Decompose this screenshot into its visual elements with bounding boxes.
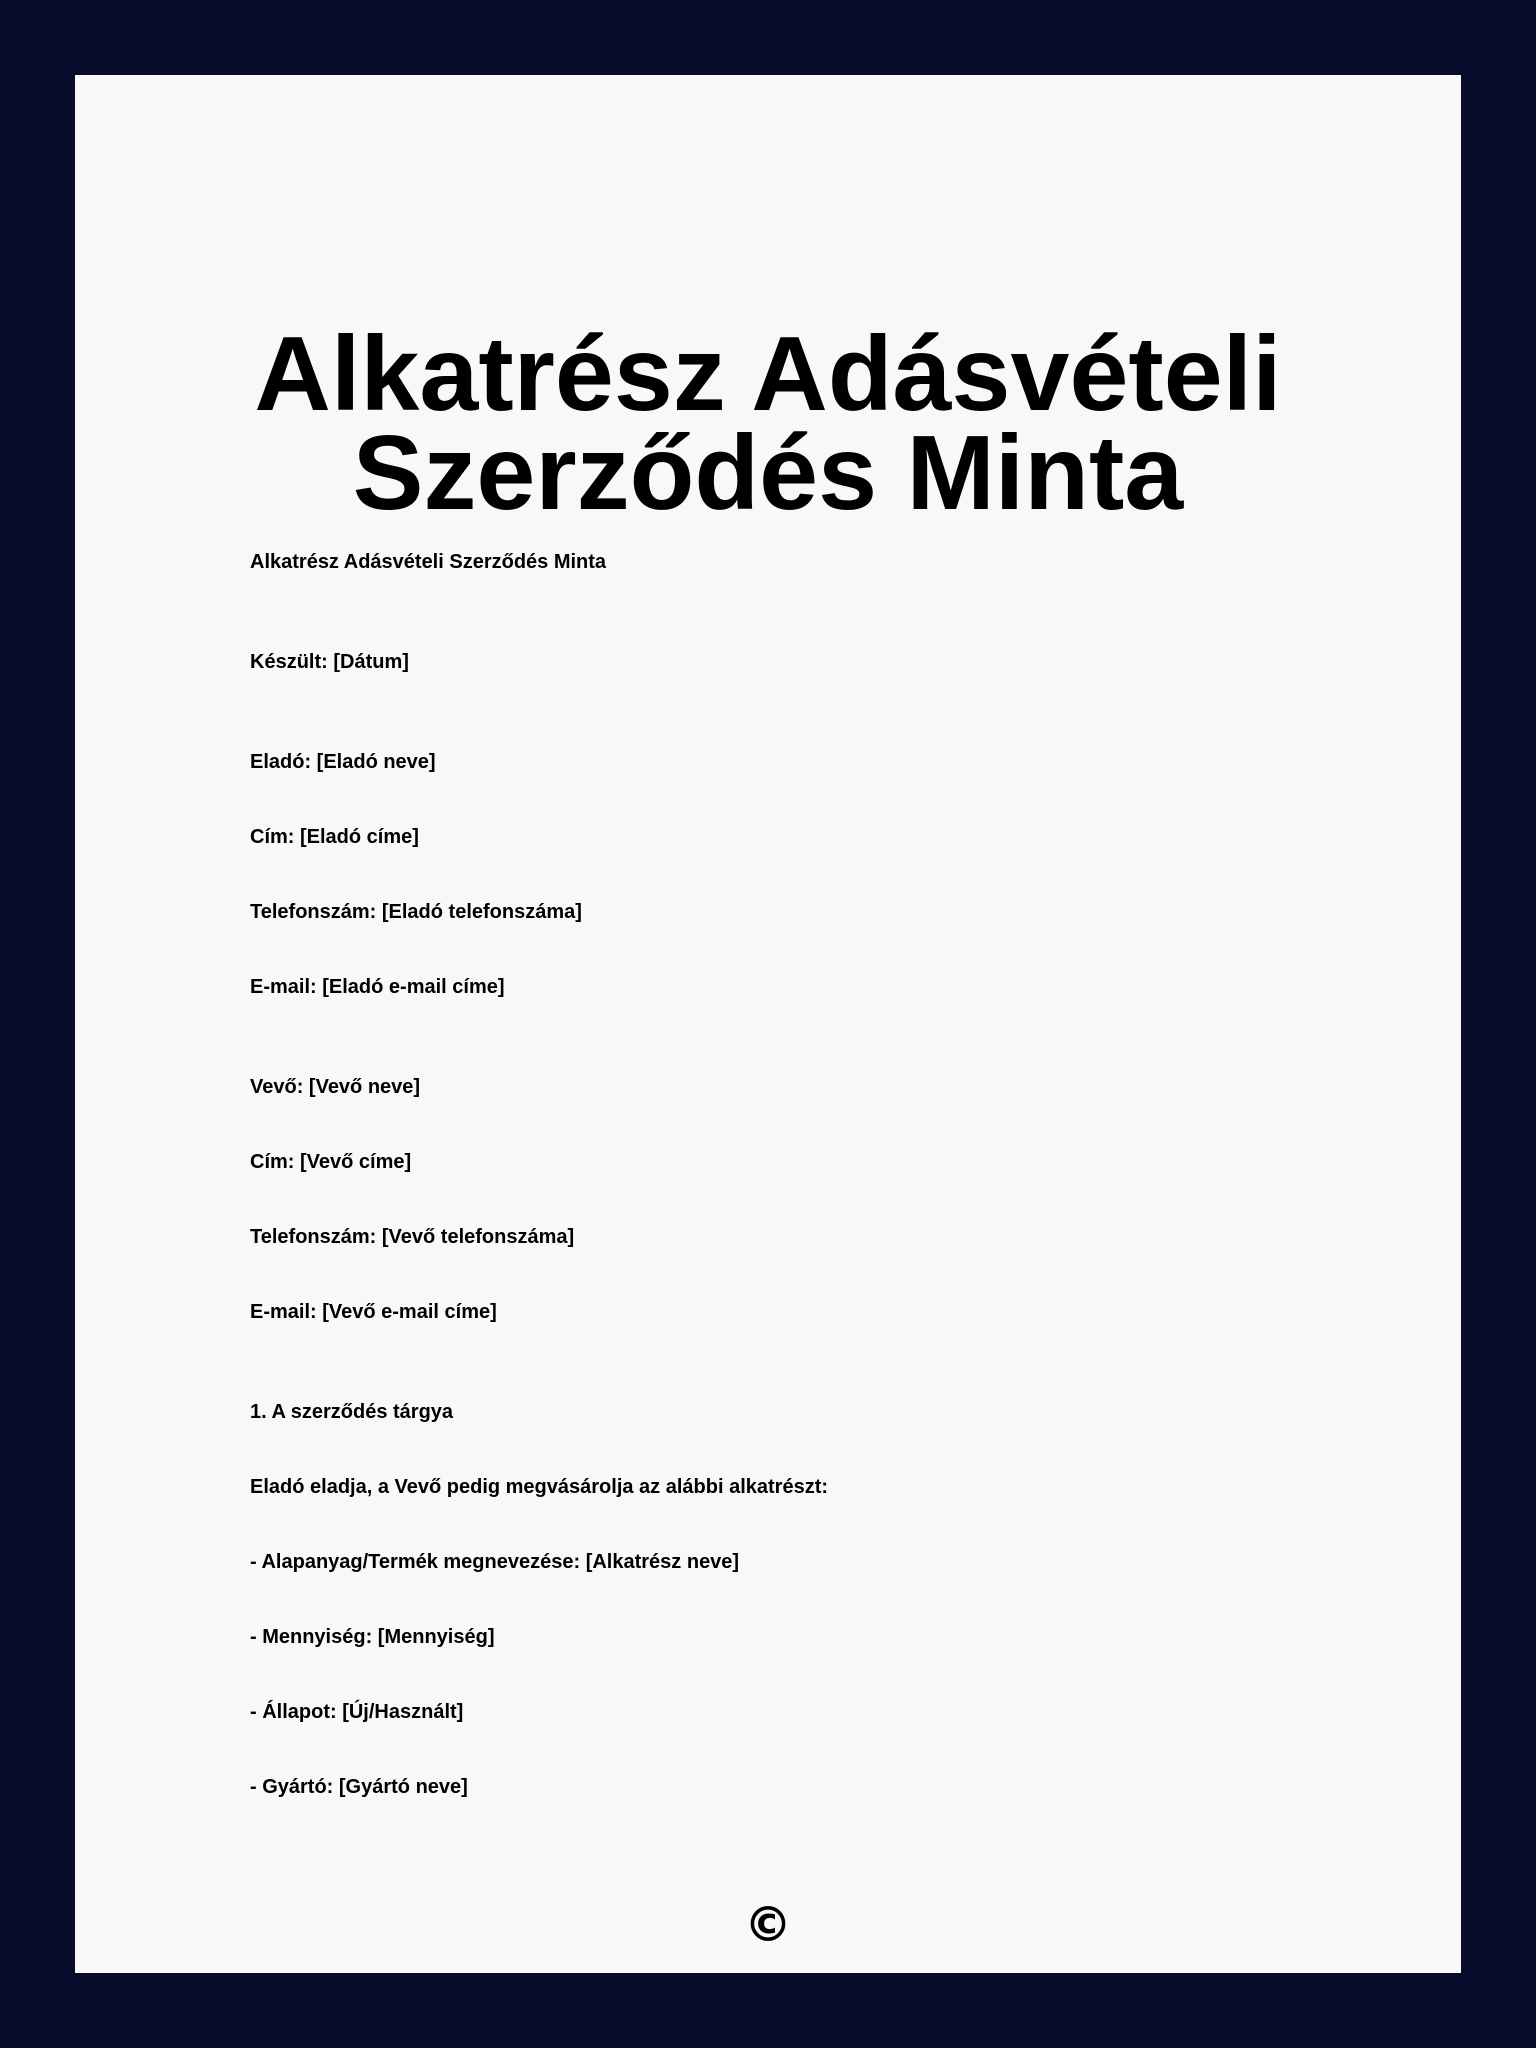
title-line-1: Alkatrész Adásvételi (254, 315, 1282, 433)
list-item: - Állapot: [Új/Használt] (250, 1701, 464, 1723)
buyer-email: E-mail: [Vevő e-mail címe] (250, 1301, 497, 1323)
prepared-date: Készült: [Dátum] (250, 651, 409, 673)
copyright-icon: © (744, 1897, 792, 1953)
document-page (75, 75, 1461, 1973)
section-1-heading: 1. A szerződés tárgya (250, 1401, 454, 1423)
section-1-intro: Eladó eladja, a Vevő pedig megvásárolja az alábbi alkatrészt: (250, 1476, 829, 1498)
list-item: - Alapanyag/Termék megnevezése: [Alkatrész neve] (250, 1551, 740, 1573)
seller-address: Cím: [Eladó címe] (250, 826, 419, 848)
document-subtitle: Alkatrész Adásvételi Szerződés Minta (250, 551, 607, 573)
buyer-phone: Telefonszám: [Vevő telefonszáma] (250, 1226, 575, 1248)
list-item: - Gyártó: [Gyártó neve] (250, 1776, 468, 1798)
title-line-2: Szerződés Minta (352, 414, 1184, 532)
document-title (75, 315, 1461, 532)
buyer-address: Cím: [Vevő címe] (250, 1151, 412, 1173)
seller-phone: Telefonszám: [Eladó telefonszáma] (250, 901, 582, 923)
list-item: - Mennyiség: [Mennyiség] (250, 1626, 495, 1648)
seller-name: Eladó: [Eladó neve] (250, 751, 436, 773)
seller-email: E-mail: [Eladó e-mail címe] (250, 976, 505, 998)
buyer-name: Vevő: [Vevő neve] (250, 1076, 421, 1098)
